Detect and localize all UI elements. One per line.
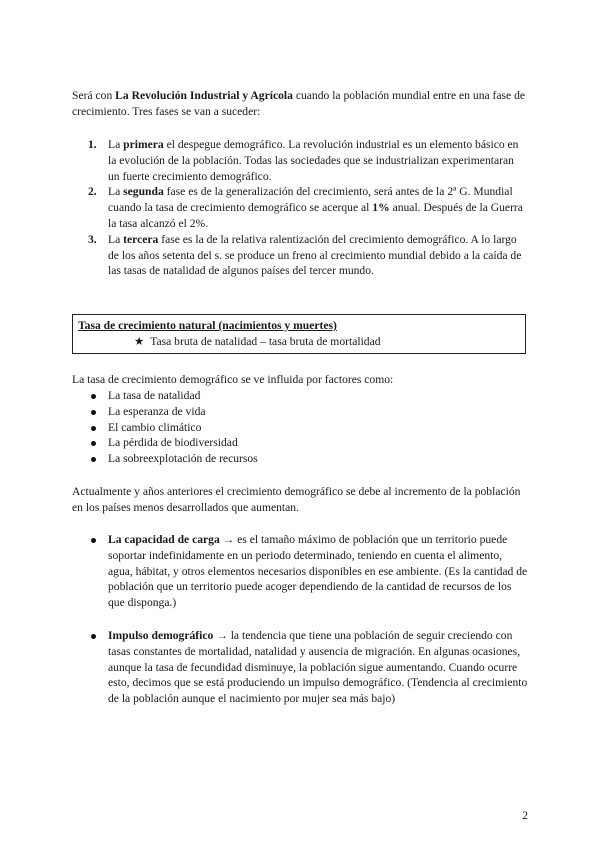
phase-bold: tercera: [123, 232, 159, 246]
box-formula: Tasa bruta de natalidad – tasa bruta de mortalidad: [150, 334, 381, 348]
phases-list: [88, 137, 528, 279]
star-icon: ★: [134, 334, 145, 348]
phase-bold: segunda: [123, 185, 164, 199]
phase-text-end: anual. Después de la Guerra la tasa alcanzó el 2%.: [108, 201, 523, 230]
phase-lead: La: [108, 185, 124, 199]
phase-text: fase es de la generalización del crecimiento, será antes de la 2ª G. Mundial cuando la tasa de crecimiento demográfico se acerque al: [108, 185, 513, 215]
box-formula-line: [78, 334, 520, 350]
factors-list: [88, 388, 528, 467]
concept-term: La capacidad de carga: [108, 533, 220, 546]
bullet-icon: [91, 538, 96, 543]
intro-paragraph: [72, 88, 527, 120]
phase-item-1: [88, 137, 528, 184]
factor-item: La tasa de natalidad: [88, 388, 528, 404]
phase-item-3: [88, 232, 528, 279]
concept-carrying-capacity: [88, 532, 528, 611]
factors-lead: La tasa de crecimiento demográfico se ve influida por factores como:: [72, 373, 394, 386]
factor-item: El cambio climático: [88, 420, 528, 436]
phase-lead: La: [108, 232, 124, 246]
page-number: 2: [522, 809, 528, 822]
phase-bold-percent: 1%: [372, 201, 390, 215]
phase-item-2: [88, 184, 528, 231]
concept-text: la tendencia que tiene una población de seguir creciendo con tasas constantes de mortalidad, natalidad y ausencia de migración. En algunas ocasiones, aunque la tasa de fecundidad disminuye, la población sigue aumentando. Cuando ocurre esto, decimos que se está produciendo un impulso demográfico. (Tendencia al crecimiento de la población aunque el nacimiento por mujer sea más bajo): [108, 629, 528, 706]
intro-prefix: Será con: [72, 89, 116, 102]
phase-bold: primera: [123, 138, 164, 151]
arrow-icon: →: [219, 533, 238, 546]
intro-bold-term: La Revolución Industrial y Agrícola: [115, 89, 293, 102]
phase-text: fase es la de la relativa ralentización del crecimiento demográfico. A lo largo de los años setenta del s. se produce un freno al crecimiento mundial debido a la caída de las tasas de natalidad de algunos países del tercer mundo.: [108, 232, 522, 278]
box-title: Tasa de crecimiento natural (nacimientos y muertes): [78, 319, 337, 332]
concept-text: es el tamaño máximo de población que un territorio puede soportar indefinidamente en un periodo determinado, teniendo en cuenta el alimento, agua, hábitat, y otros elementos necesarios disponibles en ese ambiente. (Es la cantidad de población que un territorio puede acoger dependiendo de la cantidad de recursos de los que disponga.): [108, 533, 528, 610]
bullet-icon: [91, 634, 96, 639]
phase-number: 3.: [88, 232, 97, 246]
phase-number: 2.: [88, 185, 97, 199]
arrow-icon: →: [213, 629, 231, 642]
factor-item: La esperanza de vida: [88, 404, 528, 420]
factor-item: La sobreexplotación de recursos: [88, 451, 528, 467]
phase-number: 1.: [88, 138, 97, 151]
phase-text: el despegue demográfico. La revolución industrial es un elemento básico en la evolución de la población. Todas las sociedades que se industrializan experimentaran un fuerte crecimiento demográfico.: [108, 138, 519, 183]
concept-demographic-momentum: [88, 628, 528, 707]
growth-rate-box: [72, 314, 526, 354]
factor-item: La pérdida de biodiversidad: [88, 435, 528, 451]
concept-term: Impulso demográfico: [108, 629, 214, 642]
phase-lead: La: [108, 138, 124, 151]
intro-suffix: cuando la población mundial entre en una fase de crecimiento. Tres fases se van a suceder:: [72, 89, 526, 118]
actual-paragraph: Actualmente y años anteriores el crecimiento demográfico se debe al incremento de la población en los países menos desarrollados que aumentan.: [72, 485, 521, 514]
